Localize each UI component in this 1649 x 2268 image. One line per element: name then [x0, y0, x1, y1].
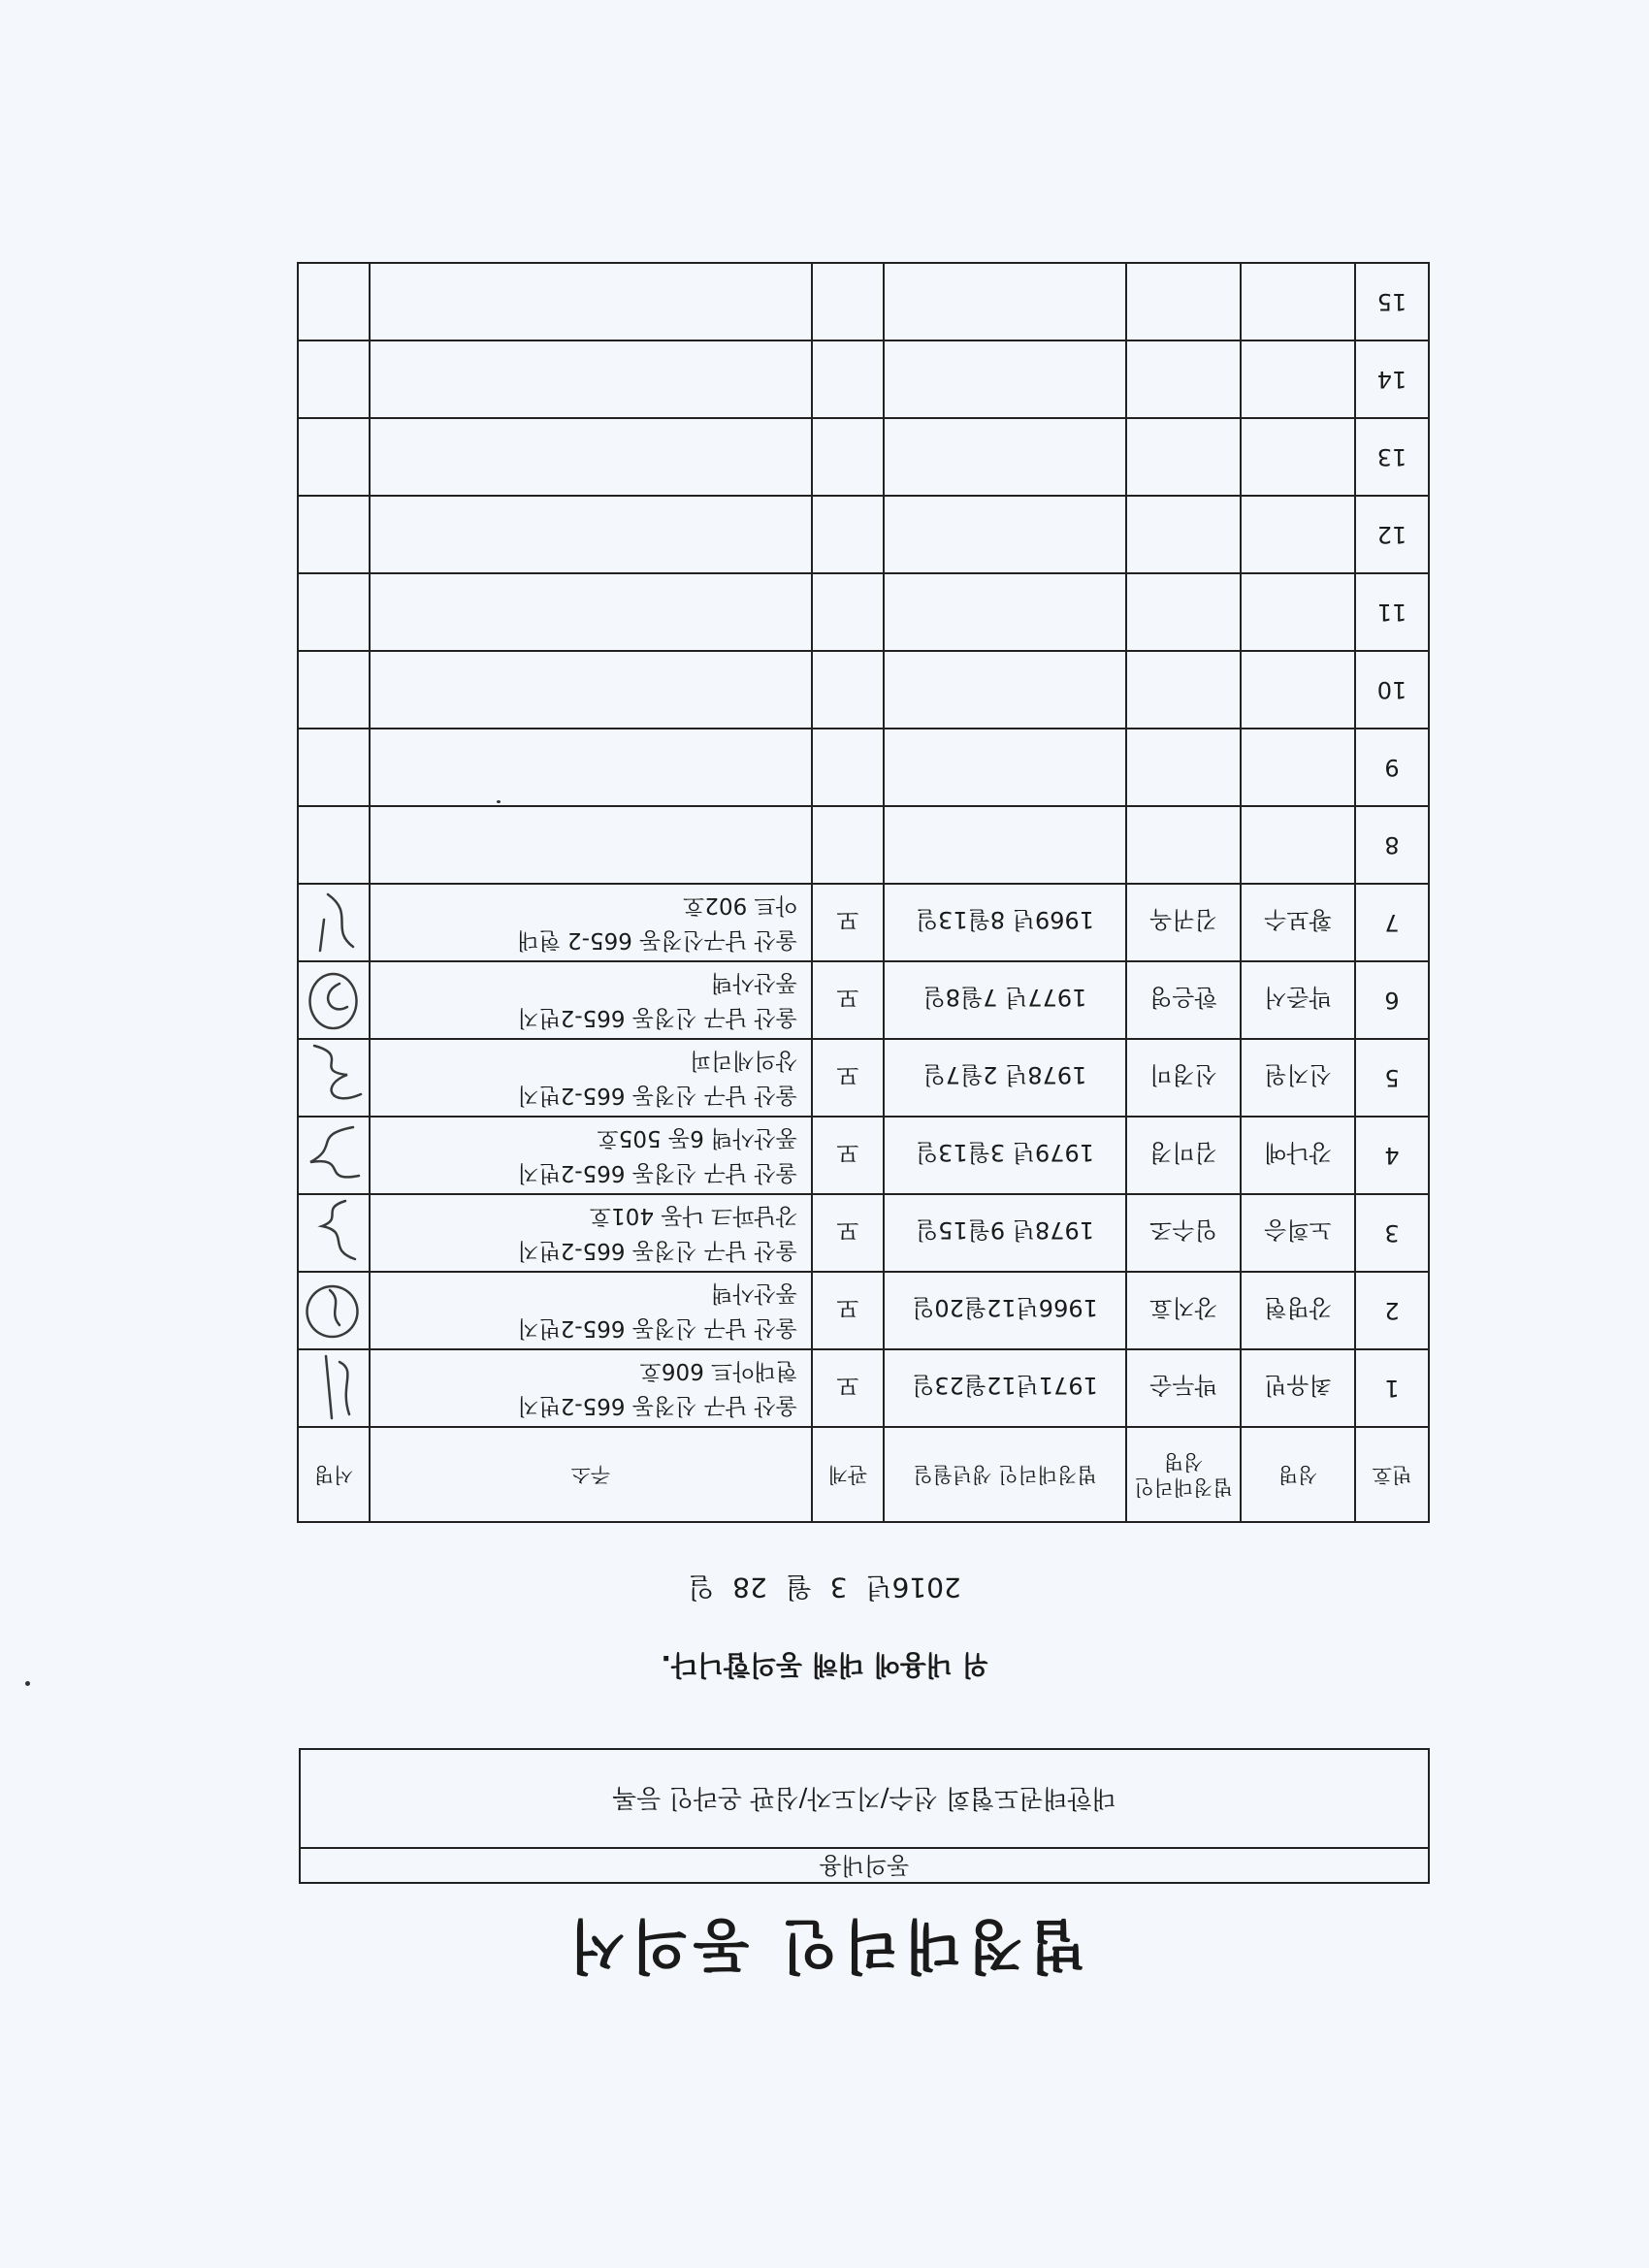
header-guardian-birth: 법정대리인 생년월일 — [884, 1427, 1126, 1522]
roster-body — [298, 263, 1429, 1427]
cell-signature — [298, 961, 370, 1039]
cell-guardian-name: 한은영 — [1126, 961, 1241, 1039]
cell-guardian-name: 신경미 — [1126, 1039, 1241, 1117]
cell-address — [370, 496, 812, 573]
cell-guardian-name — [1126, 496, 1241, 573]
address-line-2: 풍산사택 6동 505호 — [597, 1125, 797, 1150]
table-row — [298, 884, 1429, 961]
cell-address — [370, 1349, 812, 1427]
cell-no: 11 — [1355, 573, 1429, 651]
address-line-2: 풍산사택 — [711, 1280, 797, 1306]
cell-address — [370, 651, 812, 729]
cell-name — [1241, 729, 1355, 806]
address-line-1: 울산 남구 신정동 665-2번지 — [517, 1160, 797, 1185]
table-row — [298, 418, 1429, 496]
consent-body: 대한태권도협회 선수/지도자/심판 온라인 등록 — [612, 1783, 1116, 1812]
cell-signature — [298, 884, 370, 961]
cell-relation — [812, 340, 884, 418]
cell-signature — [298, 806, 370, 884]
cell-relation: 모 — [812, 884, 884, 961]
date-day: 28 — [732, 1571, 767, 1604]
date-month: 3 — [829, 1571, 848, 1604]
cell-guardian-name: 김귀옥 — [1126, 884, 1241, 961]
cell-no: 3 — [1355, 1194, 1429, 1272]
cell-signature — [298, 1194, 370, 1272]
header-name: 성명 — [1241, 1427, 1355, 1522]
cell-signature — [298, 418, 370, 496]
cell-name — [1241, 806, 1355, 884]
cell-guardian-name — [1126, 263, 1241, 340]
table-row — [298, 1194, 1429, 1272]
handwritten-signature — [297, 1197, 369, 1269]
cell-relation: 모 — [812, 1117, 884, 1194]
cell-guardian-birth: 1977년 7월8일 — [884, 961, 1126, 1039]
cell-signature — [298, 573, 370, 651]
cell-relation: 모 — [812, 1272, 884, 1349]
cell-signature — [298, 729, 370, 806]
cell-address — [370, 1117, 812, 1194]
cell-guardian-birth — [884, 651, 1126, 729]
address-line-1: 울산 남구신정동 665-2 현대 — [517, 927, 797, 953]
cell-relation — [812, 651, 884, 729]
cell-guardian-name — [1126, 651, 1241, 729]
guardian-roster-table — [297, 262, 1430, 1523]
cell-signature — [298, 1117, 370, 1194]
cell-relation: 모 — [812, 1194, 884, 1272]
cell-guardian-birth — [884, 418, 1126, 496]
cell-address — [370, 729, 812, 806]
address-line-2: 상의세리피 — [689, 1048, 797, 1073]
address-line-1: 울산 남구 신정동 665-2번지 — [517, 1393, 797, 1418]
table-row — [298, 806, 1429, 884]
cell-no: 9 — [1355, 729, 1429, 806]
header-signature: 서명 — [298, 1427, 370, 1522]
cell-guardian-birth — [884, 573, 1126, 651]
address-line-1: 울산 남구 신정동 665-2번지 — [517, 1083, 797, 1108]
address-line-1: 울산 남구 신정동 665-2번지 — [517, 1315, 797, 1341]
table-header-row — [298, 1427, 1429, 1522]
table-row — [298, 263, 1429, 340]
table-row — [298, 573, 1429, 651]
cell-relation — [812, 729, 884, 806]
handwritten-signature — [297, 887, 369, 958]
cell-guardian-birth — [884, 806, 1126, 884]
cell-relation: 모 — [812, 1349, 884, 1427]
signing-date — [0, 1570, 1649, 1608]
handwritten-signature — [297, 1119, 369, 1191]
table-row — [298, 496, 1429, 573]
cell-name: 박준서 — [1241, 961, 1355, 1039]
cell-name — [1241, 340, 1355, 418]
agree-statement: 위 내용에 대해 동의합니다. — [661, 1649, 988, 1681]
address-line-1: 울산 남구 신정동 665-2번지 — [517, 1238, 797, 1263]
address-line-2: 현대아트 606호 — [639, 1358, 797, 1383]
table-row — [298, 1117, 1429, 1194]
cell-relation — [812, 806, 884, 884]
address-line-2: 아트 902호 — [683, 892, 797, 918]
cell-name — [1241, 418, 1355, 496]
cell-relation — [812, 496, 884, 573]
cell-no: 15 — [1355, 263, 1429, 340]
cell-signature — [298, 263, 370, 340]
scan-speck — [25, 1681, 30, 1686]
handwritten-signature — [297, 1275, 369, 1346]
cell-relation — [812, 418, 884, 496]
cell-signature — [298, 1349, 370, 1427]
cell-address — [370, 1039, 812, 1117]
cell-address — [370, 418, 812, 496]
cell-no: 14 — [1355, 340, 1429, 418]
cell-relation: 모 — [812, 961, 884, 1039]
cell-no: 8 — [1355, 806, 1429, 884]
address-line-1: 울산 남구 신정동 665-2번지 — [517, 1005, 797, 1030]
table-row — [298, 1039, 1429, 1117]
cell-name: 강나예 — [1241, 1117, 1355, 1194]
cell-name — [1241, 496, 1355, 573]
cell-guardian-birth: 1978년 2월7일 — [884, 1039, 1126, 1117]
cell-guardian-name — [1126, 729, 1241, 806]
cell-name — [1241, 651, 1355, 729]
cell-guardian-birth — [884, 340, 1126, 418]
cell-guardian-name — [1126, 340, 1241, 418]
header-guardian-name: 법정대리인 성명 — [1126, 1427, 1241, 1522]
address-line-2: 강남파크 나동 401호 — [589, 1203, 797, 1228]
cell-signature — [298, 1272, 370, 1349]
date-year-suffix: 년 — [865, 1571, 892, 1604]
cell-no: 10 — [1355, 651, 1429, 729]
cell-address — [370, 961, 812, 1039]
cell-guardian-birth — [884, 263, 1126, 340]
consent-box — [299, 1748, 1430, 1884]
document-title: 법정대리인 동의서 — [563, 1911, 1086, 1979]
cell-address — [370, 573, 812, 651]
cell-signature — [298, 651, 370, 729]
cell-no: 1 — [1355, 1349, 1429, 1427]
cell-name: 노희승 — [1241, 1194, 1355, 1272]
cell-address — [370, 806, 812, 884]
cell-guardian-birth: 1979년 3월13일 — [884, 1117, 1126, 1194]
cell-guardian-name: 김미경 — [1126, 1117, 1241, 1194]
cell-address — [370, 884, 812, 961]
date-day-suffix: 일 — [688, 1571, 715, 1604]
cell-guardian-name — [1126, 418, 1241, 496]
cell-name: 신지원 — [1241, 1039, 1355, 1117]
address-line-2: 풍산사택 — [711, 970, 797, 995]
cell-name — [1241, 573, 1355, 651]
table-row — [298, 1272, 1429, 1349]
table-row — [298, 961, 1429, 1039]
cell-name: 최유빈 — [1241, 1349, 1355, 1427]
cell-relation: 모 — [812, 1039, 884, 1117]
cell-guardian-name: 임수조 — [1126, 1194, 1241, 1272]
cell-address — [370, 263, 812, 340]
cell-no: 13 — [1355, 418, 1429, 496]
table-row — [298, 651, 1429, 729]
cell-no: 7 — [1355, 884, 1429, 961]
cell-no: 2 — [1355, 1272, 1429, 1349]
cell-address — [370, 1194, 812, 1272]
cell-no: 12 — [1355, 496, 1429, 573]
cell-no: 5 — [1355, 1039, 1429, 1117]
header-no: 번호 — [1355, 1427, 1429, 1522]
header-relation: 관계 — [812, 1427, 884, 1522]
date-year: 2016 — [891, 1571, 961, 1604]
cell-guardian-birth — [884, 496, 1126, 573]
cell-guardian-name: 박두순 — [1126, 1349, 1241, 1427]
cell-guardian-birth: 1969년 8월13일 — [884, 884, 1126, 961]
cell-signature — [298, 340, 370, 418]
table-row — [298, 1349, 1429, 1427]
cell-name: 황보수 — [1241, 884, 1355, 961]
cell-guardian-birth — [884, 729, 1126, 806]
header-address: 주소 — [370, 1427, 812, 1522]
cell-guardian-name — [1126, 573, 1241, 651]
cell-guardian-birth: 1978년 9월15일 — [884, 1194, 1126, 1272]
handwritten-signature — [297, 1352, 369, 1424]
cell-guardian-birth: 1971년12월23일 — [884, 1349, 1126, 1427]
table-row — [298, 729, 1429, 806]
date-month-suffix: 월 — [785, 1571, 812, 1604]
cell-no: 6 — [1355, 961, 1429, 1039]
cell-guardian-name — [1126, 806, 1241, 884]
table-row — [298, 340, 1429, 418]
handwritten-signature — [297, 964, 369, 1036]
cell-relation — [812, 573, 884, 651]
cell-address — [370, 1272, 812, 1349]
cell-name — [1241, 263, 1355, 340]
cell-no: 4 — [1355, 1117, 1429, 1194]
cell-guardian-birth: 1966년12월20일 — [884, 1272, 1126, 1349]
cell-name: 강명현 — [1241, 1272, 1355, 1349]
cell-relation — [812, 263, 884, 340]
cell-signature — [298, 496, 370, 573]
cell-guardian-name: 강지효 — [1126, 1272, 1241, 1349]
handwritten-signature — [297, 1042, 369, 1114]
consent-header: 동의내용 — [301, 1847, 1428, 1882]
scan-speck — [497, 800, 501, 803]
cell-address — [370, 340, 812, 418]
cell-signature — [298, 1039, 370, 1117]
